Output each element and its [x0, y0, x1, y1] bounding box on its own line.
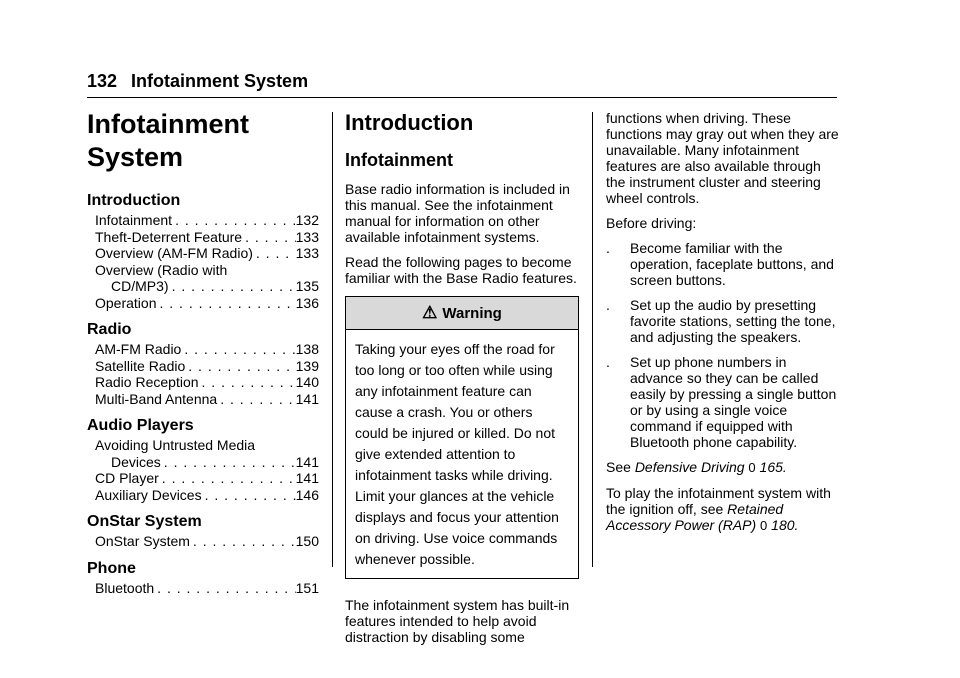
toc-title-line1: Infotainment — [87, 109, 249, 139]
bullet-item — [606, 354, 841, 450]
subsection-heading: Infotainment — [345, 150, 453, 170]
toc-entry[interactable] — [87, 341, 319, 358]
toc-section-heading: Radio — [87, 321, 132, 338]
toc-entry[interactable] — [87, 229, 319, 246]
bullet-text: Become familiar with the operation, faceplate buttons, and screen buttons. — [630, 240, 834, 288]
page-ref-icon: 0 — [760, 518, 768, 533]
toc-entry-page: 151 — [295, 579, 319, 596]
toc-entry[interactable] — [87, 487, 319, 504]
toc-entry-label: AM-FM Radio — [95, 341, 182, 357]
toc-entry-label: Infotainment — [95, 212, 173, 228]
bullet-dot: . — [606, 354, 610, 370]
page-number: 132 — [87, 71, 118, 91]
toc-entry-page: 146 — [295, 486, 319, 503]
warning-triangle-icon: ⚠ — [422, 303, 438, 322]
page-ref-icon: 0 — [748, 460, 756, 475]
rap-prefix: To play the infotainment system with the ignition off, see — [606, 485, 831, 517]
rap-reference — [606, 485, 841, 534]
toc-entry-continued[interactable] — [87, 278, 319, 295]
defensive-driving-link[interactable]: Defensive Driving — [634, 459, 745, 475]
warning-box — [345, 296, 579, 579]
toc-entry-label: Overview (AM-FM Radio) — [95, 245, 253, 261]
toc-entry-page: 139 — [295, 357, 319, 374]
toc-entry-label: Bluetooth — [95, 579, 155, 596]
warning-header — [346, 297, 578, 330]
bullet-text: Set up the audio by presetting favorite stations, setting the tone, and adjusting the speakers. — [630, 297, 836, 345]
toc-entry[interactable] — [87, 437, 319, 454]
toc-title-line2: System — [87, 142, 184, 172]
toc-entry-continued[interactable] — [87, 454, 319, 471]
paragraph: Base radio information is included in this manual. See the infotainment manual for information on other available infotainment systems. — [345, 181, 570, 245]
toc-entry-page: 136 — [295, 294, 319, 311]
intro-column — [345, 110, 579, 654]
toc-entry-page: 138 — [295, 341, 319, 357]
toc-section-heading: OnStar System — [87, 513, 202, 530]
warning-text: Taking your eyes off the road for too long or too often while using any infotainment feature can cause a crash. You or others could be injured or killed. Do not give extended attention to infotainment tasks while driving. Limit your glances at the vehicle displays and focus your attention on driving. Use voice commands whenever possible. — [355, 341, 559, 567]
rap-link[interactable]: Retained Accessory Power (RAP) — [606, 501, 784, 533]
toc-entry-label: Avoiding Untrusted Media — [95, 437, 256, 453]
column-divider-2 — [592, 112, 593, 567]
toc-entry-page: 133 — [295, 245, 319, 261]
bullet-item — [606, 297, 841, 345]
toc-entry[interactable] — [87, 374, 319, 391]
toc-entry-page: 150 — [295, 533, 319, 549]
paragraph: The infotainment system has built-in features intended to help avoid distraction by disabling some — [345, 597, 570, 645]
toc-entry[interactable] — [87, 295, 319, 312]
toc-entry[interactable] — [87, 580, 319, 597]
ref-page[interactable]: 180. — [771, 517, 799, 533]
toc-title — [87, 108, 319, 174]
toc-entry[interactable] — [87, 212, 319, 229]
before-driving-label: Before driving: — [606, 215, 697, 231]
toc-entry-label: Satellite Radio — [95, 357, 186, 374]
toc-entry[interactable] — [87, 262, 319, 279]
paragraph: functions when driving. These functions may gray out when they are unavailable. Many infotainment features are also available through the instrument cluster and steering wheel controls. — [606, 110, 839, 206]
toc-entry-label: Theft-Deterrent Feature — [95, 228, 243, 245]
toc-section-heading: Introduction — [87, 192, 181, 209]
warning-title: Warning — [442, 304, 502, 322]
toc-entry-page: 132 — [295, 212, 319, 228]
paragraph: Read the following pages to become familiar with the Base Radio features. — [345, 254, 577, 286]
toc-entry-label-cont: Devices — [111, 453, 161, 470]
toc-entry-page: 141 — [295, 453, 319, 470]
bullet-dot: . — [606, 240, 610, 256]
section-heading: Introduction — [345, 110, 474, 135]
toc-entry-page: 140 — [295, 374, 319, 390]
toc-section-heading: Phone — [87, 559, 136, 577]
toc-entry[interactable] — [87, 358, 319, 375]
column-divider-1 — [332, 112, 333, 567]
toc-entry-label: OnStar System — [95, 533, 190, 549]
toc-entry-page: 141 — [295, 390, 319, 407]
ref-page[interactable]: 165. — [759, 459, 787, 475]
page-header — [87, 71, 308, 92]
toc-column — [87, 108, 319, 596]
toc-entry[interactable] — [87, 245, 319, 262]
toc-entry[interactable] — [87, 470, 319, 487]
toc-section-heading: Audio Players — [87, 417, 194, 434]
toc-entry-label: Multi-Band Antenna — [95, 390, 218, 407]
toc-entry-page: 133 — [295, 228, 319, 245]
bullet-dot: . — [606, 297, 610, 313]
toc-entry-label: Operation — [95, 294, 157, 311]
see-prefix: See — [606, 459, 631, 475]
content-column — [606, 110, 841, 543]
bullet-text: Set up phone numbers in advance so they can be called easily by pressing a single button or by using a single voice command if equipped with Bluetooth phone capability. — [630, 354, 837, 450]
toc-entry-label-cont: CD/MP3) — [111, 278, 169, 294]
chapter-title: Infotainment System — [131, 71, 309, 91]
toc-entry[interactable] — [87, 533, 319, 550]
toc-entry-label: Auxiliary Devices — [95, 486, 202, 503]
toc-entry-page: 135 — [295, 278, 319, 294]
header-rule — [87, 97, 837, 98]
toc-entry-label: Overview (Radio with — [95, 261, 228, 278]
see-reference — [606, 459, 841, 476]
toc-entry-label: CD Player — [95, 470, 159, 486]
toc-entry[interactable] — [87, 391, 319, 408]
toc-entry-page: 141 — [295, 470, 319, 486]
toc-entry-label: Radio Reception — [95, 374, 199, 390]
bullet-item — [606, 240, 841, 288]
